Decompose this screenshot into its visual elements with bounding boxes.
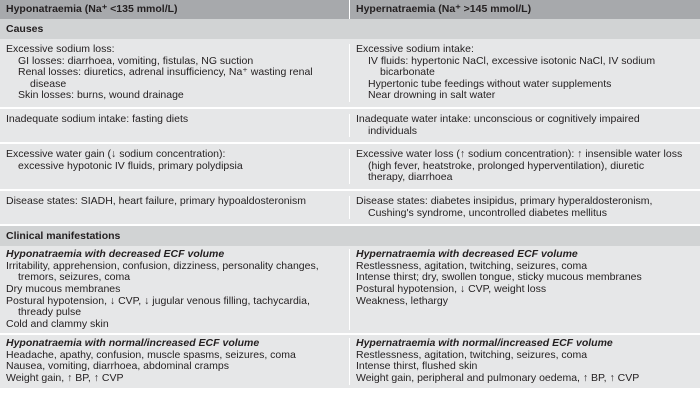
header-hypernatraemia: Hypernatraemia (Na⁺ >145 mmol/L) bbox=[356, 3, 532, 15]
table-cell-line: Weight gain, peripheral and pulmonary oedema, ↑ BP, ↑ CVP bbox=[356, 372, 640, 385]
cell-hypernatraemia bbox=[350, 44, 700, 102]
table-row bbox=[0, 246, 700, 335]
cell-hypernatraemia bbox=[350, 249, 700, 330]
table-cell-line: bicarbonate bbox=[380, 66, 435, 79]
table-cell-line: Inadequate water intake: unconscious or cognitively impaired bbox=[356, 112, 640, 125]
table-cell-line: Near drowning in salt water bbox=[368, 89, 496, 102]
table-row bbox=[0, 191, 700, 226]
table-cell-line: individuals bbox=[368, 124, 418, 137]
table-cell-line: Skin losses: burns, wound drainage bbox=[18, 89, 184, 102]
cell-hyponatraemia bbox=[0, 149, 350, 184]
table-row bbox=[0, 335, 700, 389]
causes-body bbox=[0, 39, 700, 226]
cell-hyponatraemia bbox=[0, 114, 350, 137]
cell-hyponatraemia bbox=[0, 249, 350, 330]
table-header-row bbox=[0, 0, 700, 19]
table-cell-line: Restlessness, agitation, twitching, seizures, coma bbox=[356, 259, 588, 272]
table-cell-line: Intense thirst; dry, swollen tongue, sticky mucous membranes bbox=[356, 271, 642, 284]
table-cell-line: Cushing's syndrome, uncontrolled diabetes mellitus bbox=[368, 206, 607, 219]
table-cell-line: Disease states: diabetes insipidus, primary hyperaldosteronism, bbox=[356, 194, 653, 207]
subheading: Hypernatraemia with decreased ECF volume bbox=[356, 248, 578, 261]
table-cell-line: Excessive sodium intake: bbox=[356, 43, 474, 55]
cell-hypernatraemia bbox=[350, 196, 700, 219]
table-cell-line: disease bbox=[30, 77, 67, 90]
table-cell-line: Restlessness, agitation, twitching, seizures, coma bbox=[356, 348, 588, 361]
table-cell-line: tremors, seizures, coma bbox=[18, 271, 131, 284]
table-row bbox=[0, 39, 700, 109]
section-clinical-manifestations bbox=[0, 226, 700, 246]
table-cell-line: Nausea, vomiting, diarrhoea, abdominal cramps bbox=[6, 360, 229, 373]
section-title: Causes bbox=[6, 23, 44, 35]
table-row bbox=[0, 144, 700, 191]
table-cell-line: Excessive sodium loss: bbox=[6, 43, 115, 55]
clinical-body bbox=[0, 246, 700, 390]
header-hyponatraemia: Hyponatraemia (Na⁺ <135 mmol/L) bbox=[0, 0, 350, 19]
table-cell-line: Postural hypotension, ↓ CVP, ↓ jugular venous filling, tachycardia, bbox=[6, 294, 310, 307]
table-cell-line: Excessive water gain (↓ sodium concentration): bbox=[6, 148, 226, 161]
table-cell-line: therapy, diarrhoea bbox=[368, 171, 453, 184]
table-cell-line: Dry mucous membranes bbox=[6, 282, 121, 295]
table-cell-line: GI losses: diarrhoea, vomiting, fistulas, NG suction bbox=[18, 54, 254, 67]
table-cell-line: Intense thirst, flushed skin bbox=[356, 360, 478, 373]
cell-hypernatraemia bbox=[350, 114, 700, 137]
subheading: Hyponatraemia with normal/increased ECF volume bbox=[6, 337, 260, 350]
table-cell-line: Weakness, lethargy bbox=[356, 294, 449, 307]
cell-hyponatraemia bbox=[0, 196, 350, 219]
table-cell-line: Renal losses: diuretics, adrenal insufficiency, Na⁺ wasting renal bbox=[18, 66, 313, 79]
cell-hypernatraemia bbox=[350, 338, 700, 384]
table-cell-line: Hypertonic tube feedings without water supplements bbox=[368, 77, 612, 90]
section-title: Clinical manifestations bbox=[6, 230, 121, 243]
cell-hyponatraemia bbox=[0, 44, 350, 102]
section-causes bbox=[0, 19, 700, 39]
subheading: Hypernatraemia with normal/increased ECF volume bbox=[356, 337, 613, 350]
table-cell-line: Postural hypotension, ↓ CVP, weight loss bbox=[356, 282, 547, 295]
table-cell-line: IV fluids: hypertonic NaCl, excessive isotonic NaCl, IV sodium bbox=[368, 54, 656, 67]
table-cell-line: Excessive water loss (↑ sodium concentration): ↑ insensible water loss bbox=[356, 148, 683, 161]
table-cell-line: Headache, apathy, confusion, muscle spasms, seizures, coma bbox=[6, 348, 296, 361]
table-cell-line: excessive hypotonic IV fluids, primary polydipsia bbox=[18, 159, 243, 172]
table-cell-line: thready pulse bbox=[18, 306, 82, 319]
table-cell-line: Irritability, apprehension, confusion, dizziness, personality changes, bbox=[6, 259, 319, 272]
table-cell-line: Disease states: SIADH, heart failure, primary hypoaldosteronism bbox=[6, 194, 306, 207]
cell-hyponatraemia bbox=[0, 338, 350, 384]
table-row bbox=[0, 109, 700, 144]
table-cell-line: Weight gain, ↑ BP, ↑ CVP bbox=[6, 372, 124, 385]
table-cell-line: (high fever, heatstroke, prolonged hyperventilation), diuretic bbox=[368, 159, 645, 172]
subheading: Hyponatraemia with decreased ECF volume bbox=[6, 248, 225, 261]
table-cell-line: Cold and clammy skin bbox=[6, 317, 109, 330]
cell-hypernatraemia bbox=[350, 149, 700, 184]
table-cell-line: Inadequate sodium intake: fasting diets bbox=[6, 112, 189, 125]
